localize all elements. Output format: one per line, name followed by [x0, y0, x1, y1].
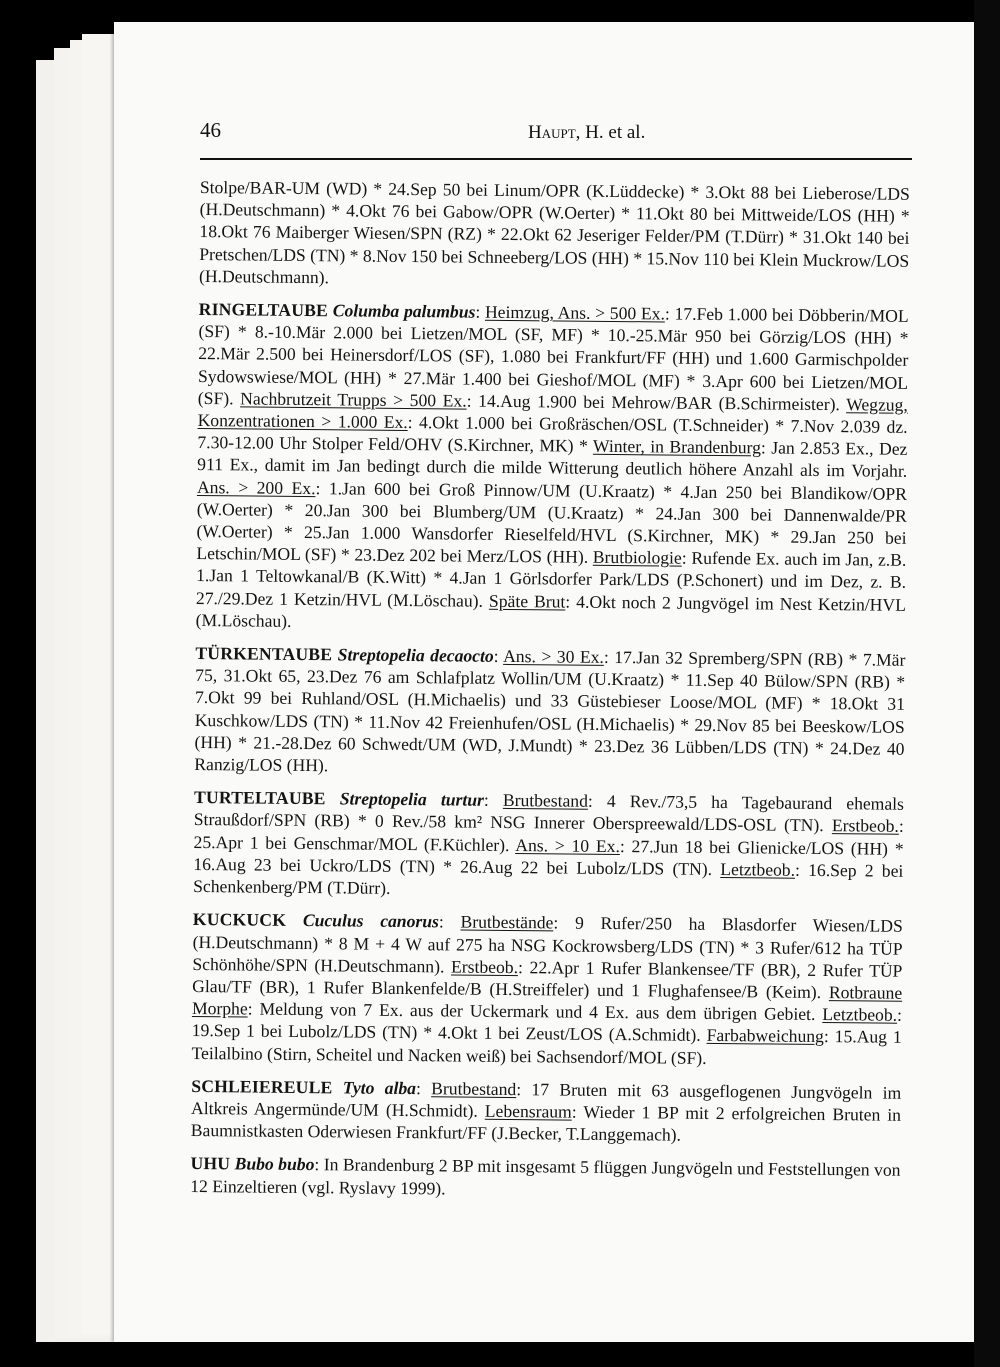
species-name: KUCKUCK: [192, 909, 287, 931]
section-label: Brutbestände: [460, 911, 554, 933]
latin-name: Bubo bubo: [234, 1153, 315, 1175]
section-label: Farbabweichung: [706, 1025, 824, 1047]
paragraph-text: Stolpe/BAR-UM (WD) * 24.Sep 50 bei Linum/OPR (K.Lüddecke) * 3.Okt 88 bei Lieberose/LDS (H.Deutschmann) * 4.Okt 76 bei Gabow/OPR (W.Oerter) * 11.Okt 80 bei Mittweide/LOS (HH) * 18.Okt 76 Maiberger Wiesen/SPN (RZ) * 22.Okt 62 Jeseriger Felder/PM (T.Dürr) * 31.Okt 140 bei Pretschen/LDS (TN) * 8.Nov 150 bei Schneeberg/LOS (HH) * 15.Nov 110 bei Klein Muckrow/LOS (H.Deutschmann).: [198, 176, 910, 288]
observation-text: 27.Jun 18 bei Glienicke/LOS (HH) * 16.Aug 23 bei Uckro/LDS (TN) * 26.Aug 22 bei Lubolz/LDS (TN).: [193, 835, 904, 879]
latin-name: Tyto alba: [342, 1077, 417, 1098]
section-label: Letztbeob.: [720, 858, 796, 880]
species-name: UHU: [190, 1153, 231, 1174]
section-label: Heimzug, Ans. > 500 Ex.: [484, 301, 666, 324]
section-label: Brutbestand: [431, 1077, 517, 1099]
observation-text: In Brandenburg 2 BP mit insgesamt 5 flüggen Jungvögeln und Feststellungen von 12 Einzeltieren (vgl. Ryslavy 1999).: [190, 1154, 901, 1198]
running-head: [528, 122, 645, 144]
observation-text: 16.Sep 2 bei Schenkenberg/PM (T.Dürr).: [193, 859, 904, 898]
page-header: [200, 112, 912, 160]
species-paragraph: TÜRKENTAUBE Streptopelia decaocto: Ans. > 30 Ex.: 17.Jan 32 Spremberg/SPN (RB) * 7.Mär 75, 31.Okt 65, 23.Dez 76 am Schlafplatz Wollin/UM (U.Kraatz) * 11.Sep 40 Bülow/SPN (RB) * 7.Okt 99 bei Ruhland/OSL (H.Michaelis) und 33 Güstebieser Loose/MOL (MF) * 18.Okt 31 Kuschkow/LDS (TN) * 11.Nov 42 Freienhufen/OSL (H.Michaelis) * 29.Nov 85 bei Beeskow/LOS (HH) * 21.-28.Dez 60 Schwedt/UM (WD, J.Mundt) * 23.Dez 36 Lübben/LDS (TN) * 24.Dez 40 Ranzig/LOS (HH).: [194, 643, 906, 776]
section-label: Brutbiologie: [592, 547, 682, 568]
observation-text: 4.Okt 1.000 bei Großräschen/OSL (T.Schneider) * 7.Nov 2.039 dz. 7.30-12.00 Uhr Stolper Feld/OHV (S.Kirchner, MK) *: [197, 412, 908, 456]
running-head-author: Haupt: [528, 122, 576, 143]
observation-text: Meldung von 7 Ex. aus der Uckermark und 4 Ex. aus dem übrigen Gebiet.: [259, 998, 816, 1025]
observation-text: 1.Jan 600 bei Groß Pinnow/UM (U.Kraatz) * 4.Jan 250 bei Blandikow/OPR (W.Oerter) * 20.Jan 300 bei Blumberg/UM (U.Kraatz) * 24.Jan 300 bei Dannenwalde/PR (W.Oerter) * 25.Jan 1.000 Wansdorfer Rieselfeld/HVL (S.Kirchner, MK) * 29.Jan 250 bei Letschin/MOL (SF) * 23.Dez 202 bei Merz/LOS (HH).: [196, 477, 908, 567]
section-label: Späte Brut: [488, 590, 566, 612]
species-name: SCHLEIEREULE: [191, 1075, 333, 1098]
section-label: Lebensraum: [484, 1100, 572, 1122]
latin-name: Streptopelia turtur: [339, 788, 485, 811]
species-name: TÜRKENTAUBE: [195, 643, 333, 665]
section-label: Wegzug, Konzentrationen > 1.000 Ex.: [197, 394, 908, 433]
page-number: 46: [200, 118, 221, 142]
latin-name: Cuculus canorus: [302, 910, 440, 932]
observation-text: Jan 2.853 Ex., Dez 911 Ex., damit im Jan bedingt durch die milde Witterung deutlich höhere Anzahl als im Vorjahr.: [197, 437, 908, 482]
section-label: Rotbraune Morphe: [191, 981, 903, 1019]
species-name: TURTELTAUBE: [193, 787, 326, 809]
observation-text: 22.Apr 1 Rufer Blankensee/TF (BR), 2 Rufer TÜP Glau/TF (BR), 1 Rufer Blankenfelde/B (H.Streiffeler) und 1 Flughafensee/B (Keim).: [192, 956, 903, 1002]
article-body: [190, 176, 910, 1215]
observation-text: Rufende Ex. auch im Jan, z.B. 1.Jan 1 Teltowkanal/B (K.Witt) * 4.Jan 1 Görlsdorfer Park/LDS (P.Schonert) und im Dez, z. B. 27./29.Dez 1 Ketzin/HVL (M.Löschau).: [195, 547, 907, 611]
latin-name: Columba palumbus: [332, 300, 476, 322]
observation-text: 4 Rev./73,5 ha Tagebaurand ehemals Straußdorf/SPN (RB) * 0 Rev./58 km² NSG Innerer Oberspreewald/LDS-OSL (TN).: [193, 791, 905, 836]
observation-text: 9 Rufer/250 ha Blasdorfer Wiesen/LDS (H.Deutschmann) * 8 M + 4 W auf 275 ha NSG Kockrowsberg/LDS (TN) * 3 Rufer/612 ha TÜP Schönhöhe/SPN (H.Deutschmann).: [192, 912, 903, 977]
header-rule: [200, 158, 912, 160]
observation-text: 15.Aug 1 Teilalbino (Stirn, Scheitel und Nacken weiß) bei Sachsendorf/MOL (SF).: [191, 1026, 902, 1068]
species-paragraph: SCHLEIEREULE Tyto alba: Brutbestand: 17 Bruten mit 63 ausgeflogenen Jungvögeln im Altkreis Angermünde/UM (H.Schmidt). Lebensraum: Wieder 1 BP mit 2 erfolgreichen Bruten in Baumnistkasten Oderwiesen Frankfurt/FF (J.Becker, T.Langgemach).: [190, 1075, 902, 1145]
section-label: Erstbeob.: [451, 956, 519, 977]
species-paragraph: [199, 176, 910, 294]
section-label: Ans. > 30 Ex.: [503, 645, 604, 667]
section-label: Erstbeob.: [831, 815, 899, 837]
observation-text: Wieder 1 BP mit 2 erfolgreichen Bruten in Baumnistkasten Oderwiesen Frankfurt/FF (J.Becker, T.Langgemach).: [190, 1101, 902, 1145]
species-paragraph: KUCKUCK Cuculus canorus: Brutbestände: 9 Rufer/250 ha Blasdorfer Wiesen/LDS (H.Deutschmann) * 8 M + 4 W auf 275 ha NSG Kockrowsberg/LDS (TN) * 3 Rufer/612 ha TÜP Schönhöhe/SPN (H.Deutschmann). Erstbeob.: 22.Apr 1 Rufer Blankensee/TF (BR), 2 Rufer TÜP Glau/TF (BR), 1 Rufer Blankenfelde/B (H.Streiffeler) und 1 Flughafensee/B (Keim). Rotbraune Morphe: Meldung von 7 Ex. aus der Uckermark und 4 Ex. aus dem übrigen Gebiet. Letztbeob.: 19.Sep 1 bei Lubolz/LDS (TN) * 4.Okt 1 bei Zeust/LOS (A.Schmidt). Farbabweichung: 15.Aug 1 Teilalbino (Stirn, Scheitel und Nacken weiß) bei Sachsendorf/MOL (SF).: [191, 909, 903, 1068]
section-label: Ans. > 10 Ex.: [515, 834, 621, 856]
observation-text: 4.Okt noch 2 Jungvögel im Nest Ketzin/HVL (M.Löschau).: [195, 591, 907, 631]
section-label: Brutbestand: [502, 790, 589, 812]
observation-text: 17.Feb 1.000 bei Döbberin/MOL (SF) * 8.-10.Mär 2.000 bei Lietzen/MOL (SF, MF) * 10.-25.Mär 950 bei Görzig/LOS (HH) * 22.Mär 2.500 bei Heinersdorf/LOS (SF), 1.080 bei Frankfurt/FF (HH) und 1.600 Garmischpolder Sydowswiese/MOL (HH) * 27.Mär 1.400 bei Gieshof/MOL (MF) * 3.Apr 600 bei Lietzen/MOL (SF).: [197, 303, 909, 409]
section-label: Ans. > 200 Ex.: [196, 476, 316, 498]
species-name: RINGELTAUBE: [198, 299, 329, 321]
section-label: Nachbrutzeit Trupps > 500 Ex.: [240, 388, 467, 411]
observation-text: 19.Sep 1 bei Lubolz/LDS (TN) * 4.Okt 1 bei Zeust/LOS (A.Schmidt).: [191, 1020, 701, 1046]
species-paragraph: RINGELTAUBE Columba palumbus: Heimzug, Ans. > 500 Ex.: 17.Feb 1.000 bei Döbberin/MOL (SF) * 8.-10.Mär 2.000 bei Lietzen/MOL (SF, MF) * 10.-25.Mär 950 bei Görzig/LOS (HH) * 22.Mär 2.500 bei Heinersdorf/LOS (SF), 1.080 bei Frankfurt/FF (HH) und 1.600 Garmischpolder Sydowswiese/MOL (HH) * 27.Mär 1.400 bei Gieshof/MOL (MF) * 3.Apr 600 bei Lietzen/MOL (SF). Nachbrutzeit Trupps > 500 Ex.: 14.Aug 1.900 bei Mehrow/BAR (B.Schirmeister). Wegzug, Konzentrationen > 1.000 Ex.: 4.Okt 1.000 bei Großräschen/OSL (T.Schneider) * 7.Nov 2.039 dz. 7.30-12.00 Uhr Stolper Feld/OHV (S.Kirchner, MK) * Winter, in Brandenburg: Jan 2.853 Ex., Dez 911 Ex., damit im Jan bedingt durch die milde Witterung deutlich höhere Anzahl als im Vorjahr. Ans. > 200 Ex.: 1.Jan 600 bei Groß Pinnow/UM (U.Kraatz) * 4.Jan 250 bei Blandikow/OPR (W.Oerter) * 20.Jan 300 bei Blumberg/UM (U.Kraatz) * 24.Jan 300 bei Dannenwalde/PR (W.Oerter) * 25.Jan 1.000 Wansdorfer Rieselfeld/HVL (S.Kirchner, MK) * 29.Jan 250 bei Letschin/MOL (SF) * 23.Dez 202 bei Merz/LOS (HH). Brutbiologie: Rufende Ex. auch im Jan, z.B. 1.Jan 1 Teltowkanal/B (K.Witt) * 4.Jan 1 Görlsdorfer Park/LDS (P.Schonert) und im Dez, z. B. 27./29.Dez 1 Ketzin/HVL (M.Löschau). Späte Brut: 4.Okt noch 2 Jungvögel im Nest Ketzin/HVL (M.Löschau).: [195, 299, 909, 631]
species-paragraph: TURTELTAUBE Streptopelia turtur: Brutbestand: 4 Rev./73,5 ha Tagebaurand ehemals Straußdorf/SPN (RB) * 0 Rev./58 km² NSG Innerer Oberspreewald/LDS-OSL (TN). Erstbeob.: 25.Apr 1 bei Genschmar/MOL (F.Küchler). Ans. > 10 Ex.: 27.Jun 18 bei Glienicke/LOS (HH) * 16.Aug 23 bei Uckro/LDS (TN) * 26.Aug 22 bei Lubolz/LDS (TN). Letztbeob.: 16.Sep 2 bei Schenkenberg/PM (T.Dürr).: [193, 787, 905, 898]
scanner-border: [974, 0, 1000, 1367]
observation-text: 17 Bruten mit 63 ausgeflogenen Jungvögeln im Altkreis Angermünde/UM (H.Schmidt).: [190, 1078, 902, 1121]
observation-text: 17.Jan 32 Spremberg/SPN (RB) * 7.Mär 75, 31.Okt 65, 23.Dez 76 am Schlafplatz Wollin/UM (U.Kraatz) * 11.Sep 40 Bülow/SPN (RB) * 7.Okt 99 bei Ruhland/OSL (H.Michaelis) und 33 Güstebieser Loose/MOL (MF) * 18.Okt 31 Kuschkow/LDS (TN) * 11.Nov 42 Freienhufen/OSL (H.Michaelis) * 29.Nov 85 bei Beeskow/LOS (HH) * 21.-28.Dez 60 Schwedt/UM (WD, J.Mundt) * 23.Dez 36 Lübben/LDS (TN) * 24.Dez 40 Ranzig/LOS (HH).: [194, 647, 906, 776]
observation-text: 25.Apr 1 bei Genschmar/MOL (F.Küchler).: [193, 831, 510, 855]
section-label: Winter, in Brandenburg: [592, 436, 762, 458]
running-head-rest: , H. et al.: [575, 122, 646, 143]
section-label: Letztbeob.: [822, 1004, 898, 1025]
observation-text: 14.Aug 1.900 bei Mehrow/BAR (B.Schirmeister).: [478, 390, 840, 414]
latin-name: Streptopelia decaocto: [337, 644, 494, 666]
species-paragraph: UHU Bubo bubo: In Brandenburg 2 BP mit insgesamt 5 flüggen Jungvögeln und Feststellungen von 12 Einzeltieren (vgl. Ryslavy 1999).: [190, 1153, 901, 1198]
